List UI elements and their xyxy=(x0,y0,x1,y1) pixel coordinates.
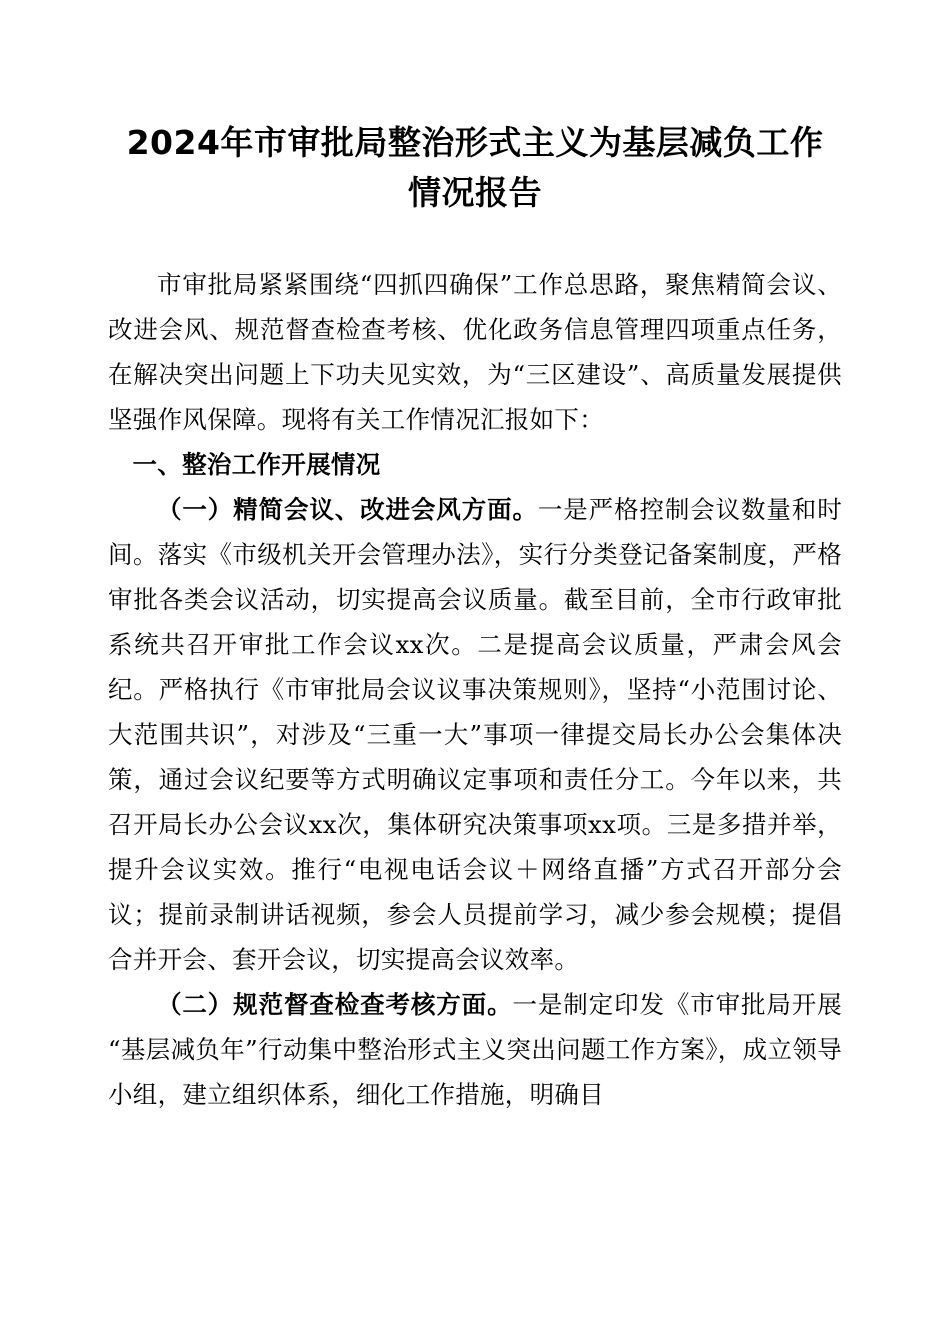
page-title: 2024年市审批局整治形式主义为基层减负工作情况报告 xyxy=(126,123,824,212)
document-body xyxy=(108,262,842,1117)
section-heading-1: 一、整治工作开展情况 xyxy=(132,450,381,479)
paragraph-item-2-text: 一是制定印发《市审批局开展“基层减负年”行动集中整治形式主义突出问题工作方案》，成立领导小组，建立组织体系，细化工作措施，明确目 xyxy=(108,990,843,1109)
paragraph-item-1-lead: （一）精简会议、改进会风方面。 xyxy=(157,495,538,524)
paragraph-item-2 xyxy=(108,982,842,1117)
paragraph-item-1 xyxy=(108,487,842,982)
paragraph-opening: 市审批局紧紧围绕“四抓四确保”工作总思路，聚焦精简会议、改进会风、规范督查检查考核、优化政务信息管理四项重点任务，在解决突出问题上下功夫见实效，为“三区建设”、高质量发展提供坚强作风保障。现将有关工作情况汇报如下： xyxy=(108,270,842,434)
paragraph-item-1-text: 一是严格控制会议数量和时间。落实《市级机关开会管理办法》，实行分类登记备案制度，严格审批各类会议活动，切实提高会议质量。截至目前，全市行政审批系统共召开审批工作会议xx次。二是提高会议质量，严肃会风会纪。严格执行《市审批局会议议事决策规则》，坚持“小范围讨论、大范围共识”，对涉及“三重一大”事项一律提交局长办公会集体决策，通过会议纪要等方式明确议定事项和责任分工。今年以来，共召开局长办公会议xx次，集体研究决策事项xx项。三是多措并举，提升会议实效。推行“电视电话会议＋网络直播”方式召开部分会议；提前录制讲话视频，参会人员提前学习，减少参会规模；提倡合并开会、套开会议，切实提高会议效率。 xyxy=(108,495,843,974)
paragraph-item-2-lead: （二）规范督查检查考核方面。 xyxy=(157,990,513,1019)
